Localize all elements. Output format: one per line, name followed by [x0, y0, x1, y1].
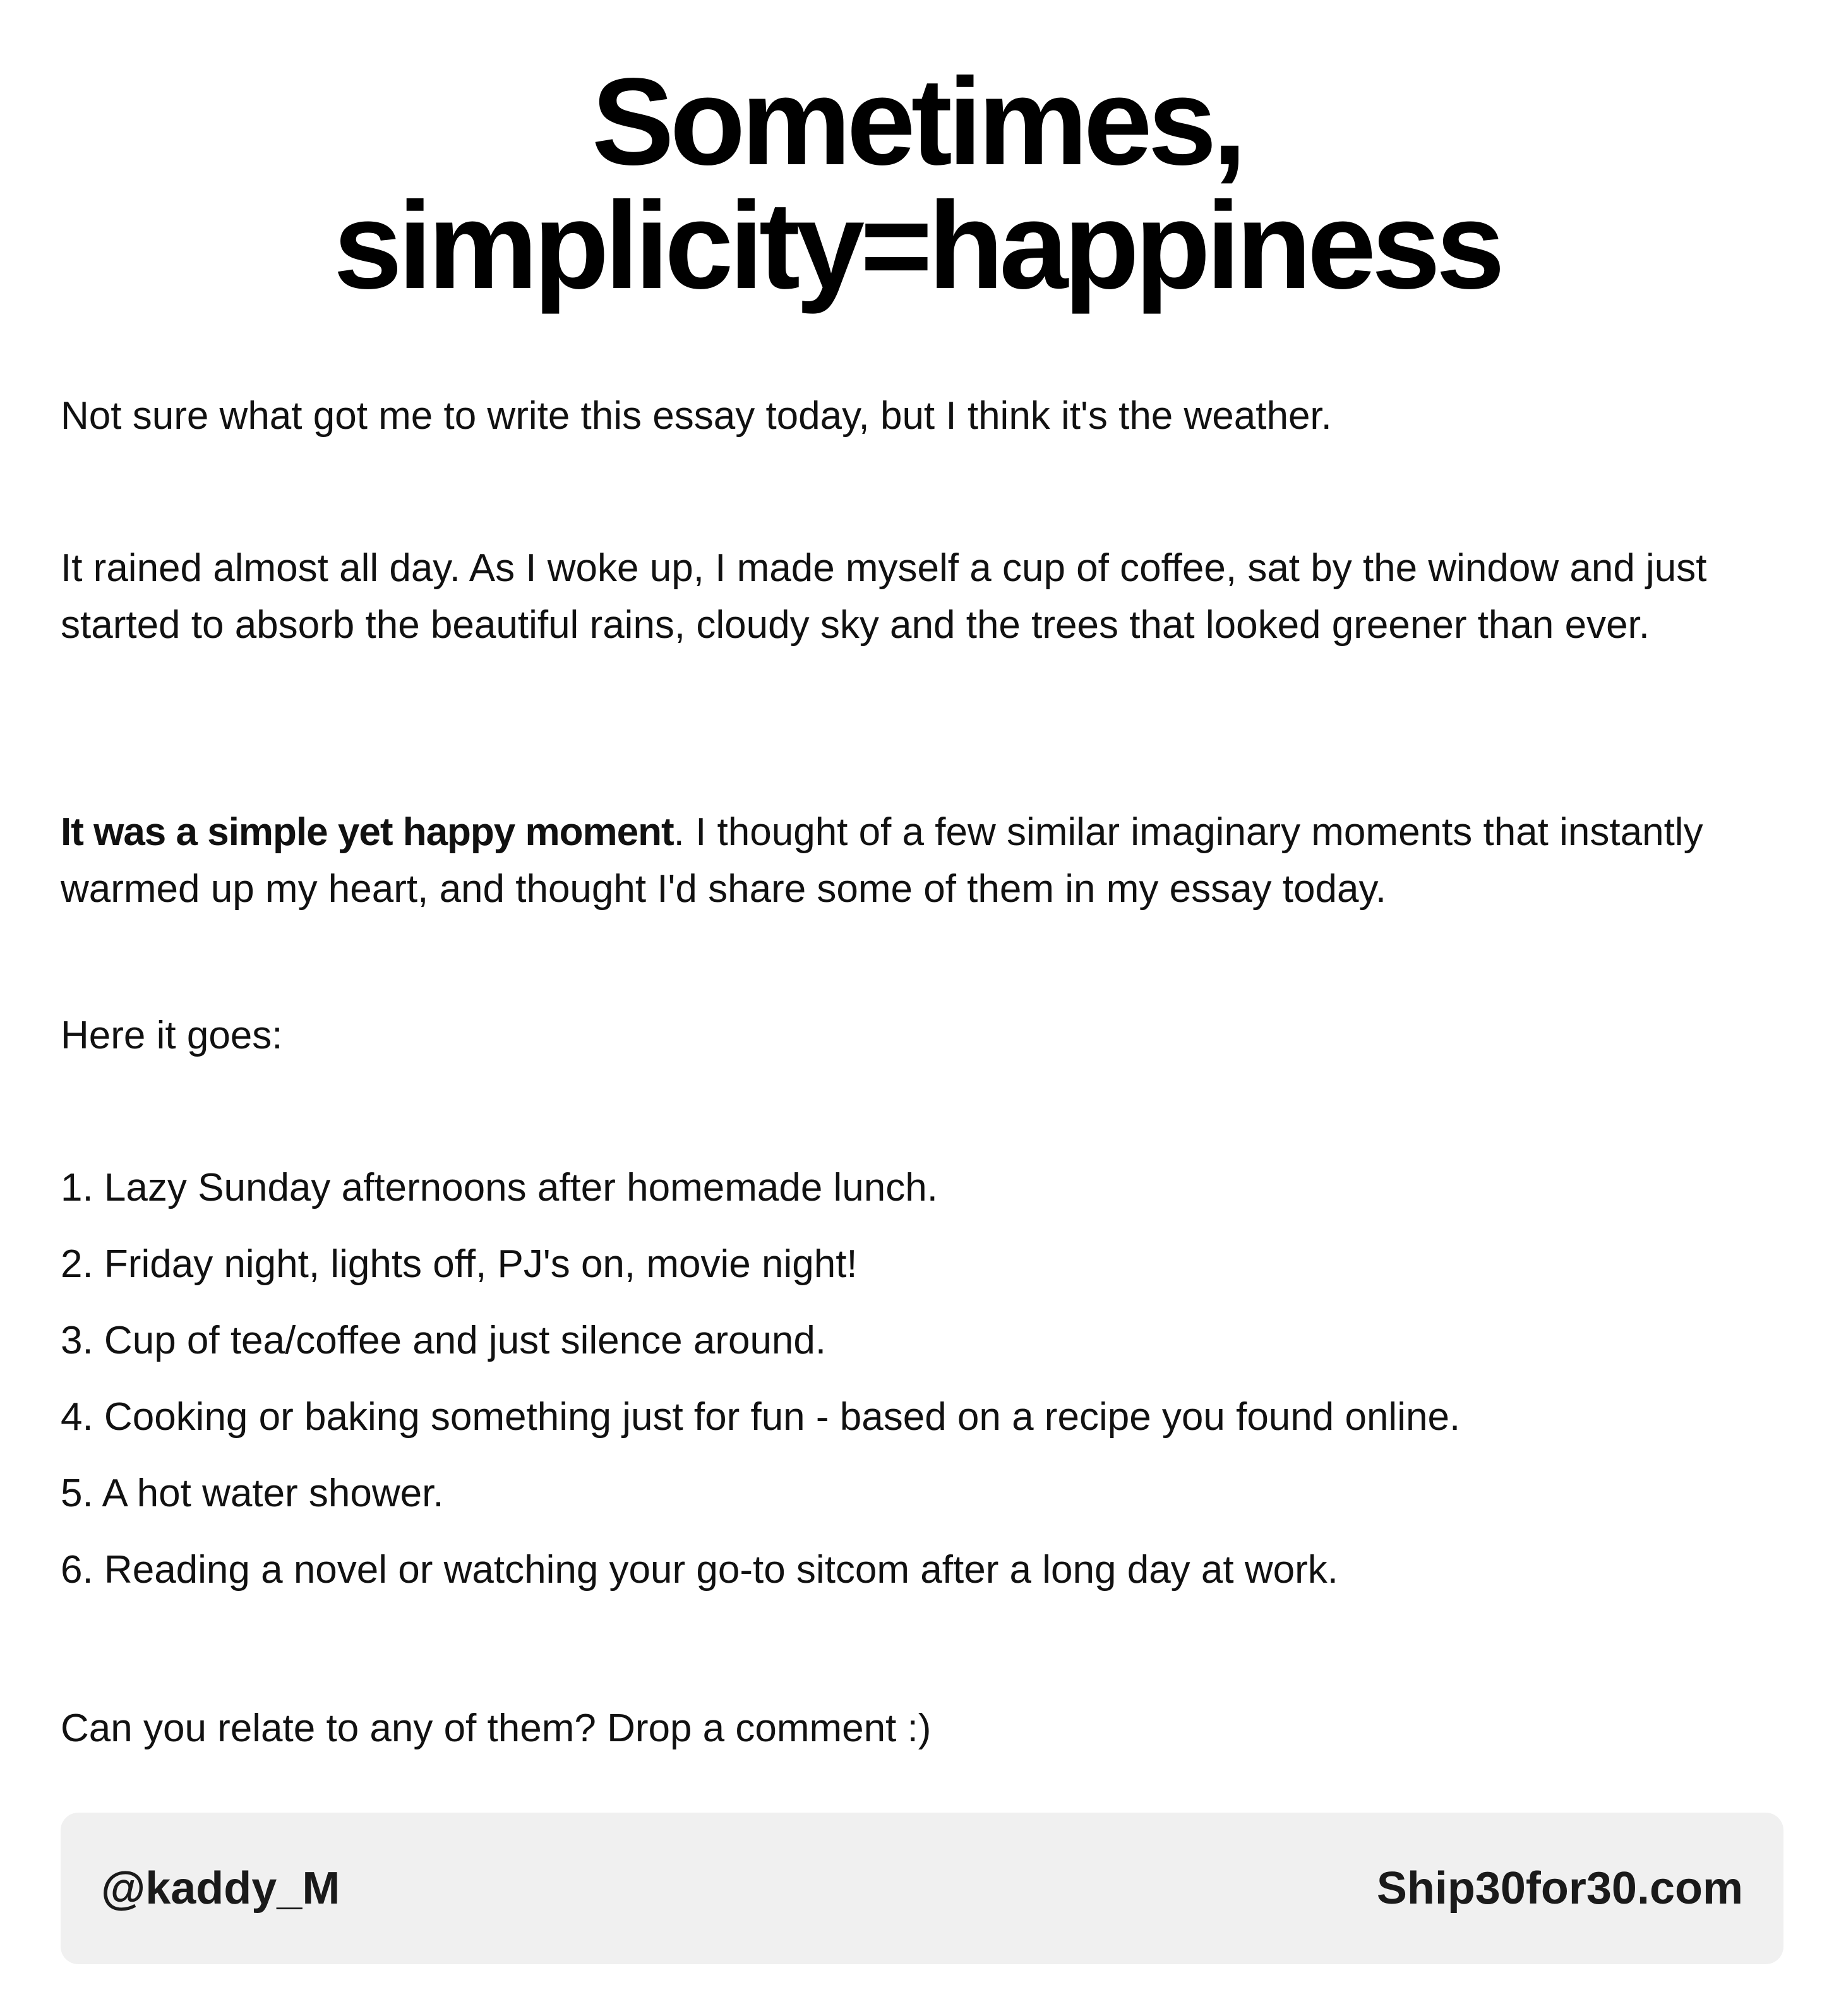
site-link[interactable]: Ship30for30.com	[1376, 1863, 1743, 1914]
happy-moments-list	[61, 1160, 1766, 1618]
list-item: 2. Friday night, lights off, PJ's on, movie night!	[61, 1242, 858, 1286]
title-line-1: Sometimes,	[591, 52, 1243, 191]
author-handle[interactable]: @kaddy_M	[101, 1863, 340, 1914]
closing-paragraph: Can you relate to any of them? Drop a comment :)	[61, 1707, 932, 1750]
here-paragraph: Here it goes:	[61, 1014, 283, 1057]
title-line-2: simplicity=happiness	[333, 176, 1501, 315]
moment-bold-text: It was a simple yet happy moment	[61, 810, 674, 854]
intro-paragraph: Not sure what got me to write this essay today, but I think it's the weather.	[61, 394, 1332, 438]
rain-paragraph: It rained almost all day. As I woke up, I made myself a cup of coffee, sat by the window and just started to absorb the beautiful rains, cloudy sky and the trees that looked greener than ever.	[61, 546, 1707, 647]
list-item: 3. Cup of tea/coffee and just silence around.	[61, 1319, 827, 1362]
essay-title	[0, 52, 1834, 315]
list-item: 1. Lazy Sunday afternoons after homemade lunch.	[61, 1166, 938, 1209]
list-item: 4. Cooking or baking something just for fun - based on a recipe you found online.	[61, 1395, 1461, 1439]
moment-paragraph	[61, 804, 1766, 918]
list-item: 6. Reading a novel or watching your go-to sitcom after a long day at work.	[61, 1548, 1338, 1592]
author-footer	[61, 1813, 1783, 1964]
list-item: 5. A hot water shower.	[61, 1472, 444, 1515]
moment-rest-text: . I thought of a few similar imaginary moments that instantly warmed up my heart, and thought I'd share some of them in my essay today.	[61, 810, 1703, 911]
